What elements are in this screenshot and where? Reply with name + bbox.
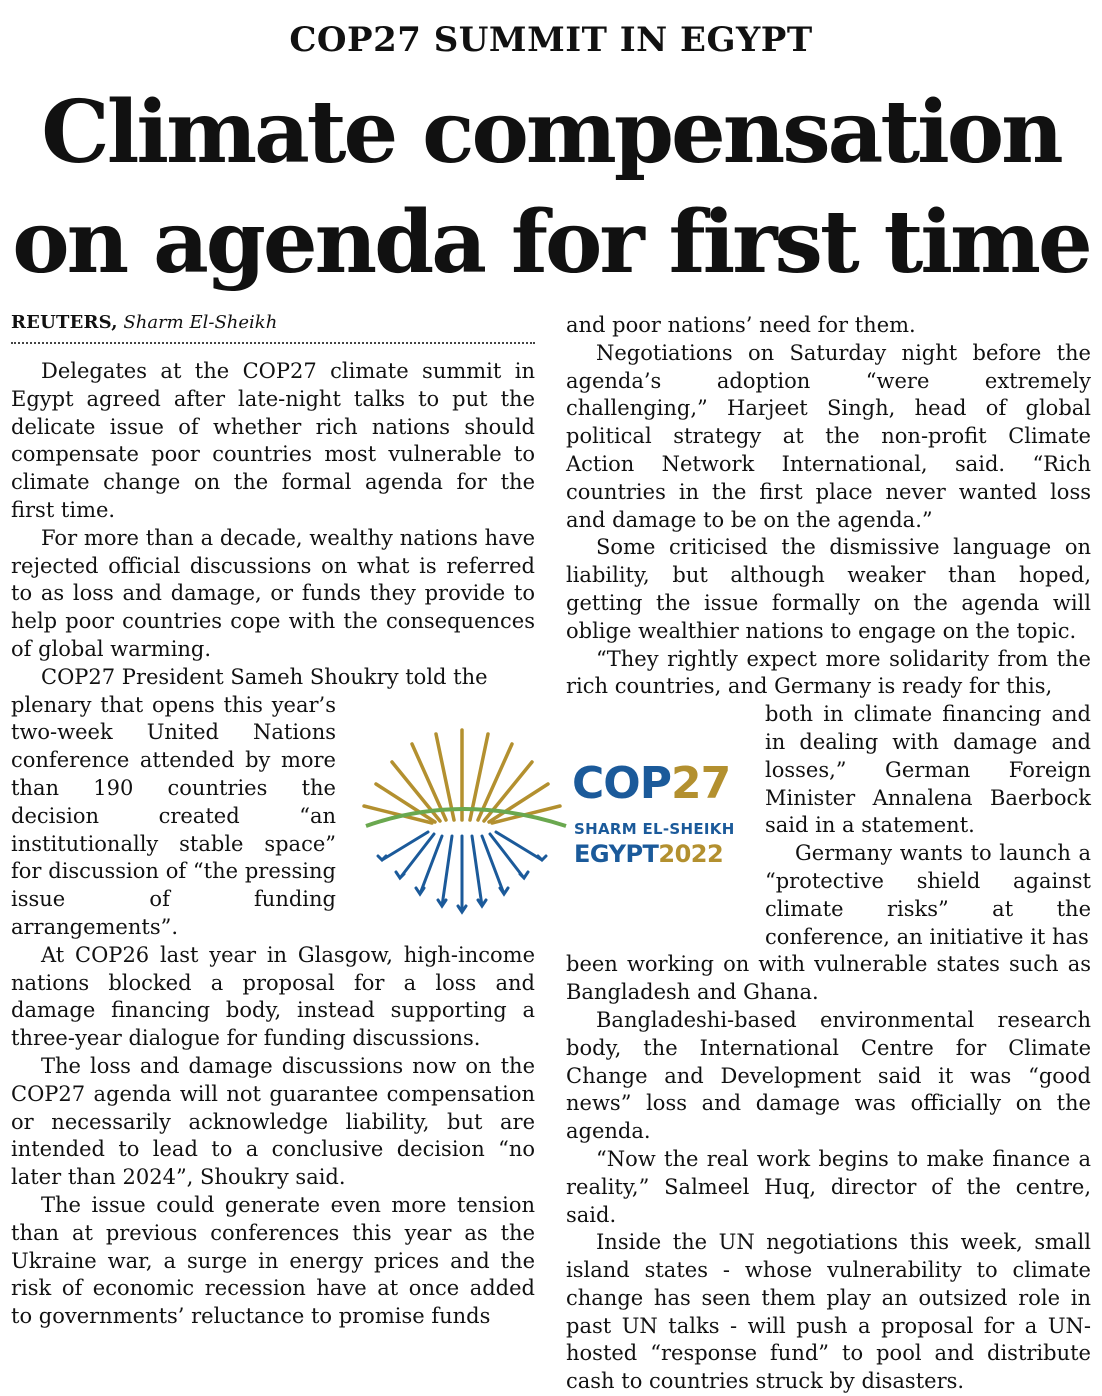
logo-country-year bbox=[574, 840, 723, 868]
headline-line-2: on agenda for first time bbox=[12, 192, 1090, 293]
logo-country: EGYPT bbox=[574, 840, 659, 868]
logo-cop: COP bbox=[572, 758, 671, 809]
paragraph: and poor nations’ need for them. bbox=[566, 313, 916, 337]
paragraph-wrapped: Germany wants to launch a “protective shield against climate risks” at the conference, an initiative it has bbox=[765, 841, 1091, 949]
sun-emblem-icon bbox=[362, 722, 572, 922]
paragraph: The issue could generate even more tension than at previous conferences this year as the Ukraine war, a surge in energy prices and the risk of economic recession have at once added to governments’ reluctance to promise funds bbox=[11, 1192, 535, 1329]
paragraph-wrapped: plenary that opens this year’s two-week United Nations conference attended by more than 190 countries the decision created “an institutionally stable space” for discussion of “the pressing issue of funding arrangements”. bbox=[11, 692, 336, 939]
logo-location: SHARM EL-SHEIKH bbox=[574, 820, 735, 838]
paragraph: been working on with vulnerable states such as Bangladesh and Ghana. bbox=[566, 952, 1091, 1005]
logo-number: 27 bbox=[670, 758, 731, 809]
paragraph: COP27 President Sameh Shoukry told the bbox=[41, 664, 488, 689]
paragraph: The loss and damage discussions now on the COP27 agenda will not guarantee compensation or necessarily acknowledge liability, but are intended to lead to a conclusive decision “no later than 2024”, Shoukry said. bbox=[11, 1053, 535, 1190]
logo-title bbox=[572, 760, 730, 808]
headline-line-1: Climate compensation bbox=[41, 82, 1061, 183]
section-kicker: COP27 SUMMIT IN EGYPT bbox=[289, 20, 813, 60]
paragraph-wrapped: both in climate financing and in dealing with damage and losses,” German Foreign Minister Annalena Baerbock said in a statement. bbox=[765, 702, 1091, 838]
byline bbox=[11, 310, 535, 344]
paragraph: Some criticised the dismissive language on liability, but although weaker than hoped, getting the issue formally on the agenda will oblige wealthier nations to engage on the topic. bbox=[566, 535, 1091, 643]
logo-year: 2022 bbox=[658, 840, 724, 868]
paragraph: “They rightly expect more solidarity from the rich countries, and Germany is ready for this, bbox=[566, 646, 1091, 699]
headline bbox=[0, 78, 1102, 298]
paragraph: For more than a decade, wealthy nations have rejected official discussions on what is referred to as loss and damage, or funds they provide to help poor countries cope with the consequences of global warming. bbox=[11, 525, 535, 661]
paragraph: “Now the real work begins to make finance a reality,” Salmeel Huq, director of the centre, said. bbox=[566, 1146, 1091, 1227]
paragraph: Negotiations on Saturday night before the agenda’s adoption “were extremely challenging,” Harjeet Singh, head of global political strategy at the non-profit Climate Action Network International, said. “Rich countries in the first place never wanted loss and damage to be on the agenda.” bbox=[566, 340, 1091, 532]
paragraph: Inside the UN negotiations this week, small island states - whose vulnerability to climate change has seen them play an outsized role in past UN talks - will push a proposal for a UN-hosted “response fund” to pool and distribute cash to countries struck by disasters. bbox=[566, 1230, 1091, 1394]
paragraph: At COP26 last year in Glasgow, high-income nations blocked a proposal for a loss and damage financing body, instead supporting a three-year dialogue for funding discussions. bbox=[11, 942, 535, 1051]
byline-place: Sharm El-Sheikh bbox=[123, 312, 278, 333]
paragraph: Bangladeshi-based environmental research body, the International Centre for Climate Change and Development said it was “good news” loss and damage was officially on the agenda. bbox=[566, 1007, 1091, 1144]
byline-agency: REUTERS, bbox=[11, 312, 118, 333]
paragraph: Delegates at the COP27 climate summit in Egypt agreed after late-night talks to put the delicate issue of whether rich nations should compensate poor countries most vulnerable to climate change on the formal agenda for the first time. bbox=[11, 359, 535, 522]
cop27-logo bbox=[362, 722, 738, 922]
